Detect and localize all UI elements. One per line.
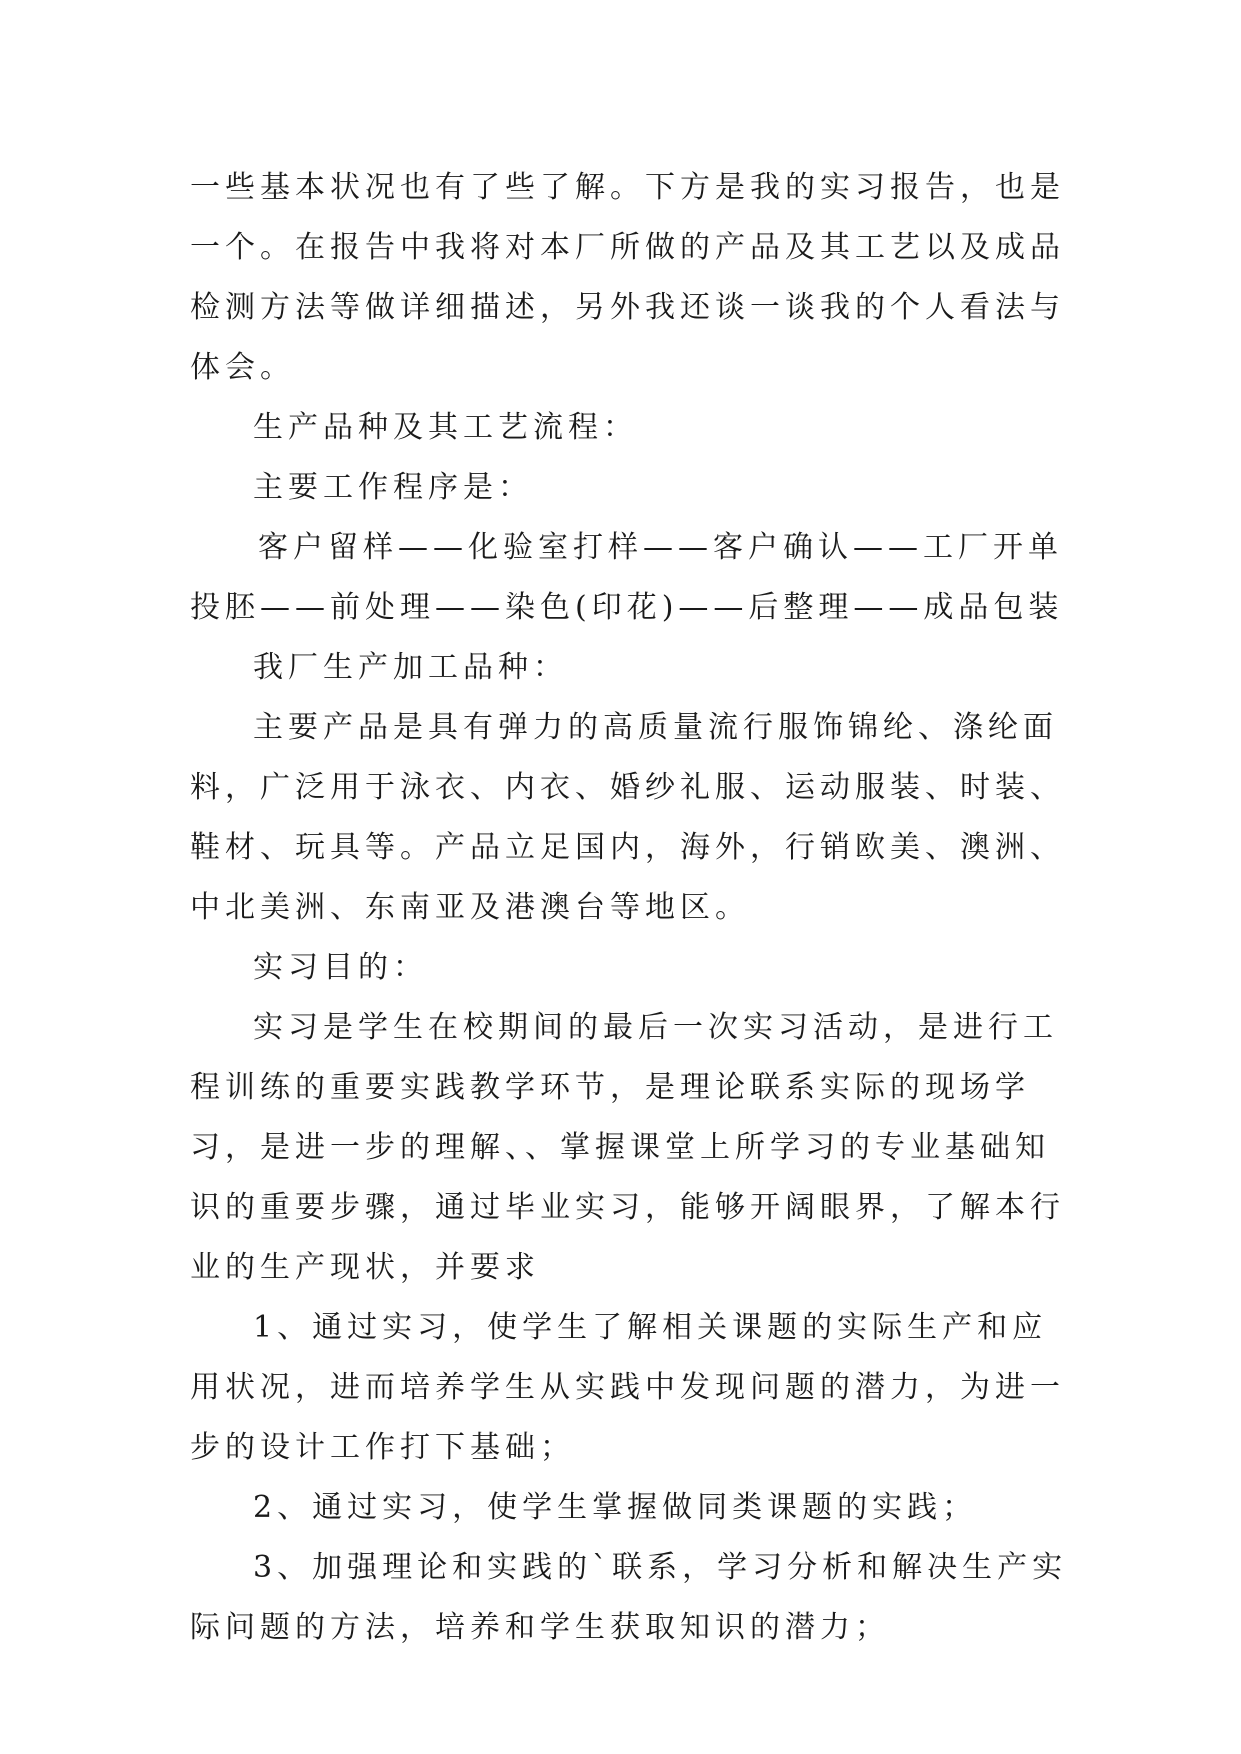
list-item-3: 3、加强理论和实践的`联系，学习分析和解决生产实际问题的方法，培养和学生获取知识的潜力； <box>190 1550 1068 1645</box>
heading-work-procedure: 主要工作程序是： <box>253 470 533 505</box>
heading-product-varieties: 我厂生产加工品种： <box>253 650 568 685</box>
list-item-1: 1、通过实习，使学生了解相关课题的实际生产和应用状况，进而培养学生从实践中发现问题的潜力，为进一步的设计工作打下基础； <box>190 1310 1065 1465</box>
document-body <box>190 158 1070 1658</box>
process-flow-paragraph: 客户留样——化验室打样——客户确认——工厂开单投胚——前处理——染色(印花)——后整理——成品包装 <box>190 530 1064 625</box>
list-item-2: 2、通过实习，使学生掌握做同类课题的实践； <box>253 1490 978 1525</box>
heading-product-process: 生产品种及其工艺流程： <box>253 410 638 445</box>
products-paragraph: 主要产品是具有弹力的高质量流行服饰锦纶、涤纶面料，广泛用于泳衣、内衣、婚纱礼服、运动服装、时装、鞋材、玩具等。产品立足国内，海外，行销欧美、澳洲、中北美洲、东南亚及港澳台等地区。 <box>190 710 1065 925</box>
purpose-paragraph: 实习是学生在校期间的最后一次实习活动，是进行工程训练的重要实践教学环节，是理论联系实际的现场学习，是进一步的理解、、掌握课堂上所学习的专业基础知识的重要步骤，通过毕业实习，能够开阔眼界，了解本行业的生产现状，并要求 <box>190 1010 1065 1285</box>
heading-internship-purpose: 实习目的： <box>253 950 428 985</box>
intro-paragraph: 一些基本状况也有了些了解。下方是我的实习报告，也是一个。在报告中我将对本厂所做的产品及其工艺以及成品检测方法等做详细描述，另外我还谈一谈我的个人看法与体会。 <box>190 170 1065 385</box>
